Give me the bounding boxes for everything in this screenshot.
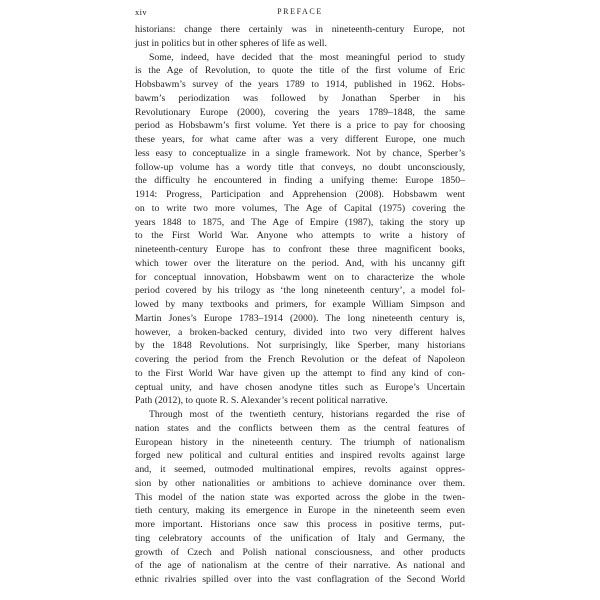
body-text <box>135 23 465 587</box>
text-line: Through most of the twentieth century, historians regarded the rise of <box>149 409 465 420</box>
text-line: This model of the nation state was exported across the globe in the twen- <box>135 491 465 503</box>
text-line: period covered by his trilogy as ‘the long nineteenth century’, a model fol- <box>135 285 465 297</box>
text-line: tieth century, making its emergence in Europe in the nineteenth seem even <box>135 505 465 517</box>
text-line: follow-up volume has a wordy title that conveys, no doubt unconsciously, <box>135 161 465 173</box>
text-line: is the Age of Revolution, to quote the title of the first volume of Eric <box>135 65 465 77</box>
text-line: nineteenth-century Europe has to confront these three magnificent books, <box>135 244 465 255</box>
text-line: Path (2012), to quote R. S. Alexander’s recent political narrative. <box>135 395 388 407</box>
text-line: Martin Jones’s Europe 1783–1914 (2000). The long nineteenth century is, <box>135 312 465 324</box>
text-line: nation states and the conflicts between them as the central features of <box>135 422 465 434</box>
text-line: by the 1848 Revolutions. Not surprisingly, like Sperber, many historians <box>135 340 465 352</box>
page-header <box>135 7 465 21</box>
text-line: Revolutionary Europe (2000), covering the years 1789–1848, the same <box>135 106 465 118</box>
text-line: on to write two more volumes, The Age of Capital (1975) covering the <box>135 202 465 214</box>
text-line: ceptual unity, and have chosen anodyne titles such as Europe’s Uncertain <box>135 381 465 393</box>
text-line: and, it seemed, outmoded multinational empires, revolts against oppres- <box>135 464 465 475</box>
text-line: more important. Historians once saw this process in positive terms, put- <box>135 519 465 530</box>
text-line: 1914: Progress, Participation and Apprehension (2008). Hobsbawm went <box>135 189 465 200</box>
text-line: European history in the nineteenth century. The triumph of nationalism <box>135 436 465 448</box>
text-line: for conceptual innovation, Hobsbawm went on to characterize the whole <box>135 271 465 283</box>
text-line: lowed by many textbooks and primers, for example William Simpson and <box>135 299 465 310</box>
text-line: forged new political and cultural entities and inspired revolts against large <box>135 450 465 462</box>
text-line: these years, for what came after was a very different Europe, one much <box>135 134 465 145</box>
text-line: which tower over the literature on the period. And, with his uncanny gift <box>135 257 465 269</box>
text-line: covering the period from the French Revolution or the defeat of Napoleon <box>135 354 465 365</box>
text-line: bawm’s periodization was followed by Jonathan Sperber in his <box>135 92 465 104</box>
text-line: years 1848 to 1875, and The Age of Empire (1987), taking the story up <box>135 216 465 228</box>
page-number: xiv <box>135 7 148 17</box>
text-line: of the age of nationalism at the centre of their narrative. As national and <box>135 560 465 572</box>
text-line: period as Hobsbawm’s first volume. Yet there is a price to pay for choosing <box>135 120 465 132</box>
text-line: growth of Czech and Polish national consciousness, and other products <box>135 546 465 558</box>
text-line: Hobsbawm’s survey of the years 1789 to 1914, published in 1962. Hobs- <box>135 79 465 90</box>
text-line: less easy to conceptualize in a single framework. Not by chance, Sperber’s <box>135 147 465 159</box>
text-line: however, a broken-backed century, divided into two very different halves <box>135 326 465 338</box>
text-line: historians: change there certainly was in nineteenth-century Europe, not <box>135 24 465 35</box>
text-line: sion by other nationalities or ambitions to achieve dominance over them. <box>135 477 465 489</box>
text-line: to the First World War. Anyone who attempts to write a history of <box>135 230 465 242</box>
text-line: ethnic rivalries spilled over into the vast conflagration of the Second World <box>135 574 465 585</box>
text-line: ting celebratory accounts of the unification of Italy and Germany, the <box>135 532 465 544</box>
text-line: the difficulty he encountered in finding a unifying theme: Europe 1850– <box>135 175 465 187</box>
text-line: to the First World War have given up the attempt to find any kind of con- <box>135 367 465 379</box>
text-line: just in politics but in other spheres of life as well. <box>135 37 327 49</box>
text-line: Some, indeed, have decided that the most meaningful period to study <box>149 51 465 63</box>
running-head: PREFACE <box>277 7 323 16</box>
